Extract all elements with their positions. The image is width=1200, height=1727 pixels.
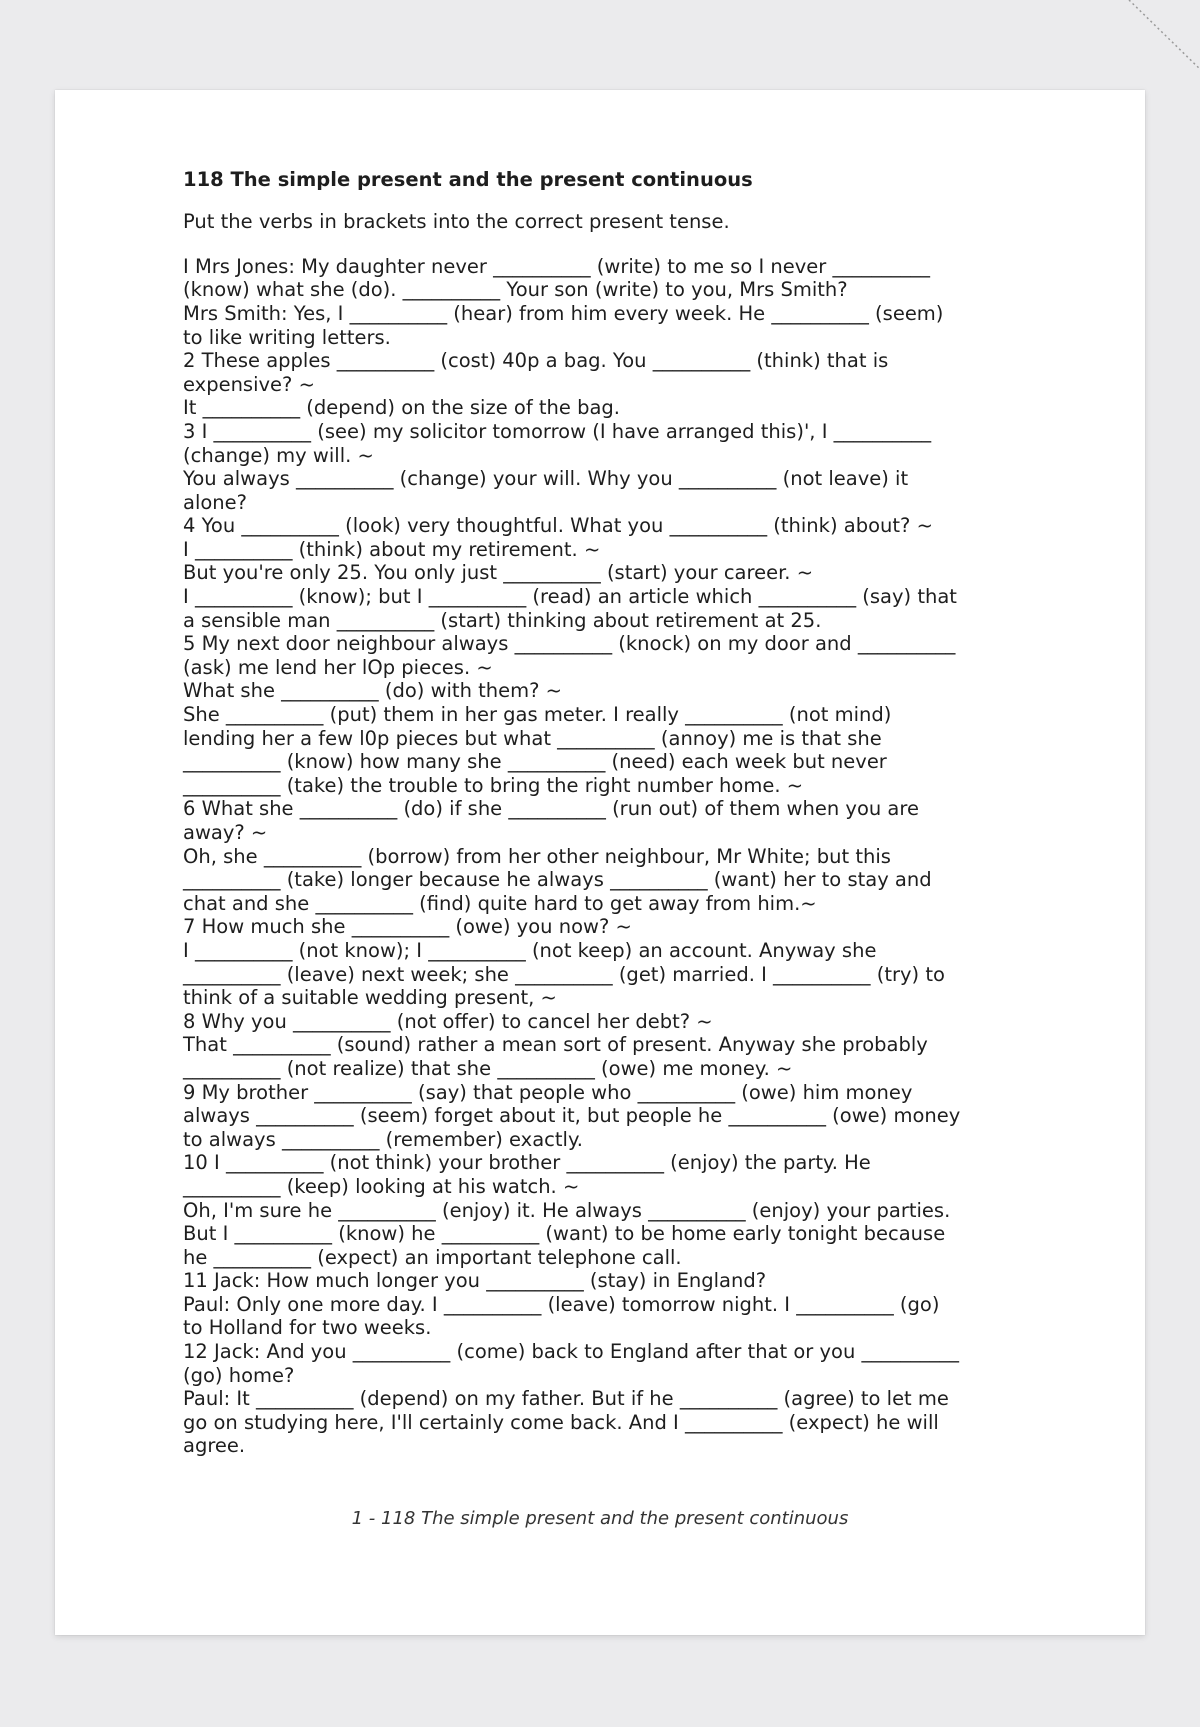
exercise-line: 6 What she __________ (do) if she __________ (run out) of them when you are xyxy=(183,797,919,821)
exercise-line: 9 My brother __________ (say) that people who __________ (owe) him money xyxy=(183,1080,913,1104)
exercise-line: Paul: It __________ (depend) on my father. But if he __________ (agree) to let me xyxy=(183,1387,949,1411)
page-corner-edge xyxy=(1125,0,1200,80)
exercise-line: expensive? ~ xyxy=(183,372,315,396)
exercise-line: __________ (take) longer because he always __________ (want) her to stay and xyxy=(183,868,932,892)
exercise-line: 8 Why you __________ (not offer) to cancel her debt? ~ xyxy=(183,1009,713,1033)
exercise-line: 12 Jack: And you __________ (come) back to England after that or you __________ xyxy=(183,1340,960,1364)
exercise-body xyxy=(183,255,1073,1458)
exercise-line: I __________ (not know); I __________ (not keep) an account. Anyway she xyxy=(183,938,877,962)
exercise-line: go on studying here, I'll certainly come back. And I __________ (expect) he will xyxy=(183,1410,939,1434)
exercise-line: That __________ (sound) rather a mean sort of present. Anyway she probably xyxy=(183,1033,928,1057)
page-footer: 1 - 118 The simple present and the present continuous xyxy=(351,1508,849,1529)
exercise-line: always __________ (seem) forget about it, but people he __________ (owe) money xyxy=(183,1104,961,1128)
exercise-instruction: Put the verbs in brackets into the correct present tense. xyxy=(183,210,730,234)
exercise-line: 2 These apples __________ (cost) 40p a bag. You __________ (think) that is xyxy=(183,349,889,373)
exercise-line: (know) what she (do). __________ Your son (write) to you, Mrs Smith? xyxy=(183,278,848,302)
exercise-line: agree. xyxy=(183,1434,246,1458)
document-page xyxy=(55,90,1145,1635)
exercise-line: Oh, she __________ (borrow) from her other neighbour, Mr White; but this xyxy=(183,844,891,868)
exercise-line: lending her a few l0p pieces but what __________ (annoy) me is that she xyxy=(183,726,882,750)
exercise-line: She __________ (put) them in her gas meter. I really __________ (not mind) xyxy=(183,703,892,727)
exercise-line: (ask) me lend her lOp pieces. ~ xyxy=(183,655,493,679)
exercise-line: (change) my will. ~ xyxy=(183,443,374,467)
page-content xyxy=(183,168,1073,1458)
exercise-line: think of a suitable wedding present, ~ xyxy=(183,986,557,1010)
exercise-line: What she __________ (do) with them? ~ xyxy=(183,679,563,703)
exercise-line: 7 How much she __________ (owe) you now? ~ xyxy=(183,915,632,939)
exercise-line: (go) home? xyxy=(183,1363,295,1387)
exercise-line: You always __________ (change) your will. Why you __________ (not leave) it xyxy=(183,467,909,491)
exercise-line: But I __________ (know) he __________ (want) to be home early tonight because xyxy=(183,1222,946,1246)
exercise-line: alone? xyxy=(183,490,248,514)
exercise-line: I Mrs Jones: My daughter never __________ (write) to me so I never __________ xyxy=(183,254,931,278)
exercise-line: chat and she __________ (find) quite hard to get away from him.~ xyxy=(183,891,817,915)
exercise-line: __________ (leave) next week; she __________ (get) married. I __________ (try) to xyxy=(183,962,945,986)
exercise-line: 11 Jack: How much longer you __________ (stay) in England? xyxy=(183,1269,767,1293)
exercise-line: 3 I __________ (see) my solicitor tomorrow (I have arranged this)', I __________ xyxy=(183,419,932,443)
exercise-title: 118 The simple present and the present continuous xyxy=(183,168,753,191)
exercise-line: It __________ (depend) on the size of the bag. xyxy=(183,396,620,420)
exercise-line: to always __________ (remember) exactly. xyxy=(183,1127,583,1151)
exercise-line: I __________ (think) about my retirement. ~ xyxy=(183,537,601,561)
exercise-line: __________ (not realize) that she __________ (owe) me money. ~ xyxy=(183,1056,793,1080)
exercise-line: 5 My next door neighbour always __________ (knock) on my door and __________ xyxy=(183,632,956,656)
exercise-line: Oh, I'm sure he __________ (enjoy) it. He always __________ (enjoy) your parties. xyxy=(183,1198,951,1222)
exercise-line: __________ (know) how many she __________ (need) each week but never xyxy=(183,750,887,774)
exercise-line: to Holland for two weeks. xyxy=(183,1316,432,1340)
exercise-line: Mrs Smith: Yes, I __________ (hear) from him every week. He __________ (seem) xyxy=(183,301,944,325)
exercise-line: But you're only 25. You only just __________ (start) your career. ~ xyxy=(183,561,814,585)
exercise-line: Paul: Only one more day. I __________ (leave) tomorrow night. I __________ (go) xyxy=(183,1292,940,1316)
exercise-line: he __________ (expect) an important telephone call. xyxy=(183,1245,682,1269)
exercise-line: __________ (keep) looking at his watch. ~ xyxy=(183,1174,580,1198)
exercise-line: a sensible man __________ (start) thinking about retirement at 25. xyxy=(183,608,822,632)
exercise-line: 4 You __________ (look) very thoughtful. What you __________ (think) about? ~ xyxy=(183,514,933,538)
exercise-line: away? ~ xyxy=(183,821,268,844)
exercise-line: to like writing letters. xyxy=(183,325,391,349)
exercise-line: __________ (take) the trouble to bring the right number home. ~ xyxy=(183,773,804,797)
exercise-line: I __________ (know); but I __________ (read) an article which __________ (say) that xyxy=(183,585,957,609)
exercise-line: 10 I __________ (not think) your brother __________ (enjoy) the party. He xyxy=(183,1151,871,1175)
